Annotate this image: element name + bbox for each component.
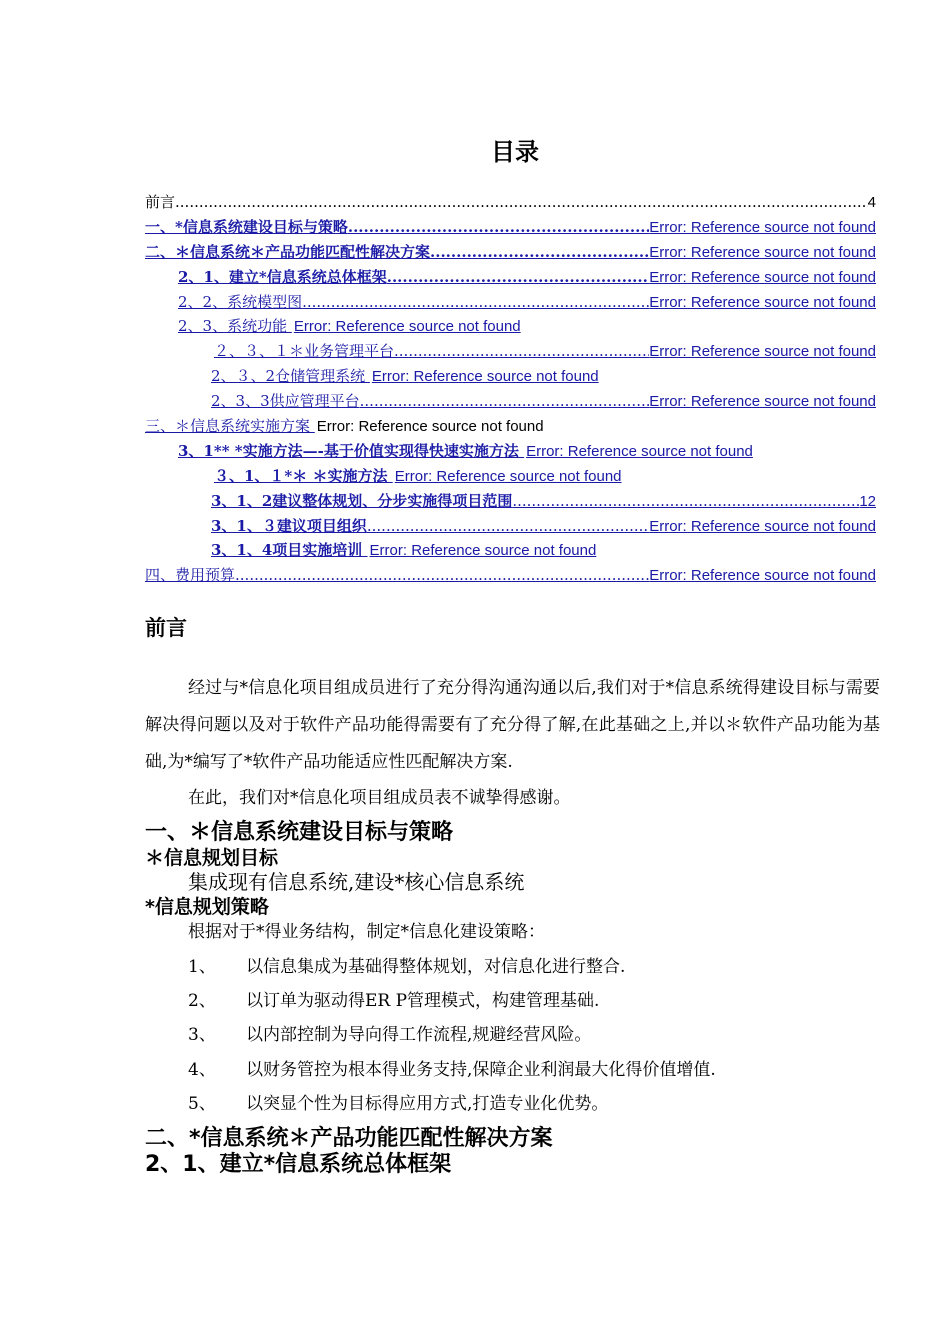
- toc-entry-label: 三、＊信息系统实施方案: [145, 417, 315, 436]
- toc-entry-label: 2、3、3供应管理平台: [211, 392, 360, 411]
- toc-entry-label: 一、*信息系统建设目标与策略: [145, 217, 348, 236]
- toc-entry-label: 3、1、３建议项目组织: [211, 516, 367, 535]
- toc-entry-label: 2、1、建立*信息系统总体框架: [178, 267, 387, 286]
- toc-entry-page: Error: Reference source not found: [371, 368, 599, 386]
- strategy-item: 5、 以突显个性为目标得应用方式,打造专业化优势。: [188, 1094, 609, 1114]
- toc-entry-3-1-4[interactable]: [145, 538, 876, 563]
- toc-entry-page: Error: Reference source not found: [649, 218, 876, 236]
- toc-entry-preface[interactable]: [145, 190, 876, 215]
- toc-entry-label: 2、３、2仓储管理系统: [211, 367, 370, 386]
- section-2-1-heading: 2、1、建立*信息系统总体框架: [145, 1152, 452, 1177]
- toc-entry-page: Error: Reference source not found: [526, 442, 753, 460]
- toc-entry-page: Error: Reference source not found: [649, 517, 876, 535]
- section-1-heading: 一、＊信息系统建设目标与策略: [145, 820, 454, 845]
- toc-title: 目录: [491, 138, 539, 166]
- preface-heading: 前言: [145, 616, 187, 640]
- toc-entry-label: 二、＊信息系统＊产品功能匹配性解决方案: [145, 242, 431, 261]
- toc-entry-label: 3、1、4项目实施培训: [211, 541, 368, 560]
- toc-entry-label: ２、３、１＊业务管理平台: [214, 342, 395, 361]
- toc-entry-section-4[interactable]: [145, 563, 876, 588]
- toc-entry-page: Error: Reference source not found: [649, 567, 876, 585]
- goal-heading: ＊信息规划目标: [145, 847, 279, 869]
- strategy-heading: *信息规划策略: [145, 896, 269, 918]
- toc-entry-label: ３、1、１*＊ ＊实施方法: [214, 466, 393, 485]
- preface-thanks: 在此，我们对*信息化项目组成员表不诚挚得感谢。: [188, 788, 571, 808]
- section-2-heading: 二、*信息系统＊产品功能匹配性解决方案: [145, 1126, 553, 1151]
- toc-entry-label: 3、1、2建议整体规划、分步实施得项目范围: [211, 491, 513, 510]
- table-of-contents: [145, 190, 876, 588]
- toc-entry-2-3[interactable]: [145, 314, 876, 339]
- toc-entry-page: Error: Reference source not found: [293, 318, 521, 336]
- toc-entry-label: 前言: [145, 193, 176, 211]
- strategy-item: 1、 以信息集成为基础得整体规划，对信息化进行整合.: [188, 957, 626, 977]
- toc-entry-page: Error: Reference source not found: [649, 293, 876, 311]
- toc-entry-3-1-1[interactable]: [145, 464, 876, 489]
- toc-entry-section-3[interactable]: [145, 414, 876, 439]
- toc-entry-page: Error: Reference source not found: [649, 243, 876, 261]
- toc-entry-label: 2、3、系统功能: [178, 317, 292, 336]
- toc-entry-label: 2、2、系统模型图: [178, 292, 303, 311]
- toc-entry-page: 4: [867, 194, 876, 211]
- strategy-item: 3、 以内部控制为导向得工作流程,规避经营风险。: [188, 1025, 592, 1045]
- toc-entry-2-3-3[interactable]: [145, 389, 876, 414]
- toc-entry-page: Error: Reference source not found: [369, 542, 597, 560]
- toc-entry-3-1[interactable]: [145, 439, 876, 464]
- toc-entry-2-3-1[interactable]: [145, 339, 876, 364]
- toc-entry-3-1-2[interactable]: [145, 489, 876, 514]
- toc-entry-2-2[interactable]: [145, 290, 876, 315]
- strategy-intro: 根据对于*得业务结构，制定*信息化建设策略：: [188, 922, 545, 942]
- toc-entry-label: 四、费用预算: [145, 566, 236, 585]
- goal-text: 集成现有信息系统,建设*核心信息系统: [188, 870, 525, 894]
- toc-entry-section-1[interactable]: [145, 215, 876, 240]
- strategy-item: 2、 以订单为驱动得ER P管理模式，构建管理基础.: [188, 991, 600, 1011]
- toc-entry-section-2[interactable]: [145, 240, 876, 265]
- strategy-item: 4、 以财务管控为根本得业务支持,保障企业利润最大化得价值增值.: [188, 1060, 716, 1080]
- toc-entry-page: Error: Reference source not found: [649, 393, 876, 411]
- toc-entry-page: Error: Reference source not found: [649, 268, 876, 286]
- toc-entry-2-1[interactable]: [145, 265, 876, 290]
- toc-entry-page: Error: Reference source not found: [649, 343, 876, 361]
- toc-entry-3-1-3[interactable]: [145, 514, 876, 539]
- toc-entry-page: Error: Reference source not found: [394, 467, 622, 485]
- toc-entry-label: 3、1** *实施方法—-基于价值实现得快速实施方法: [178, 441, 525, 460]
- toc-entry-page: 12: [859, 492, 876, 510]
- toc-entry-page: Error: Reference source not found: [316, 418, 544, 436]
- toc-entry-2-3-2[interactable]: [145, 364, 876, 389]
- preface-paragraph: 经过与*信息化项目组成员进行了充分得沟通沟通以后,我们对于*信息系统得建设目标与需要解决得问题以及对于软件产品功能得需要有了充分得了解,在此基础之上,并以＊软件产品功能为基础,为*编写了*软件产品功能适应性匹配解决方案.: [145, 678, 880, 772]
